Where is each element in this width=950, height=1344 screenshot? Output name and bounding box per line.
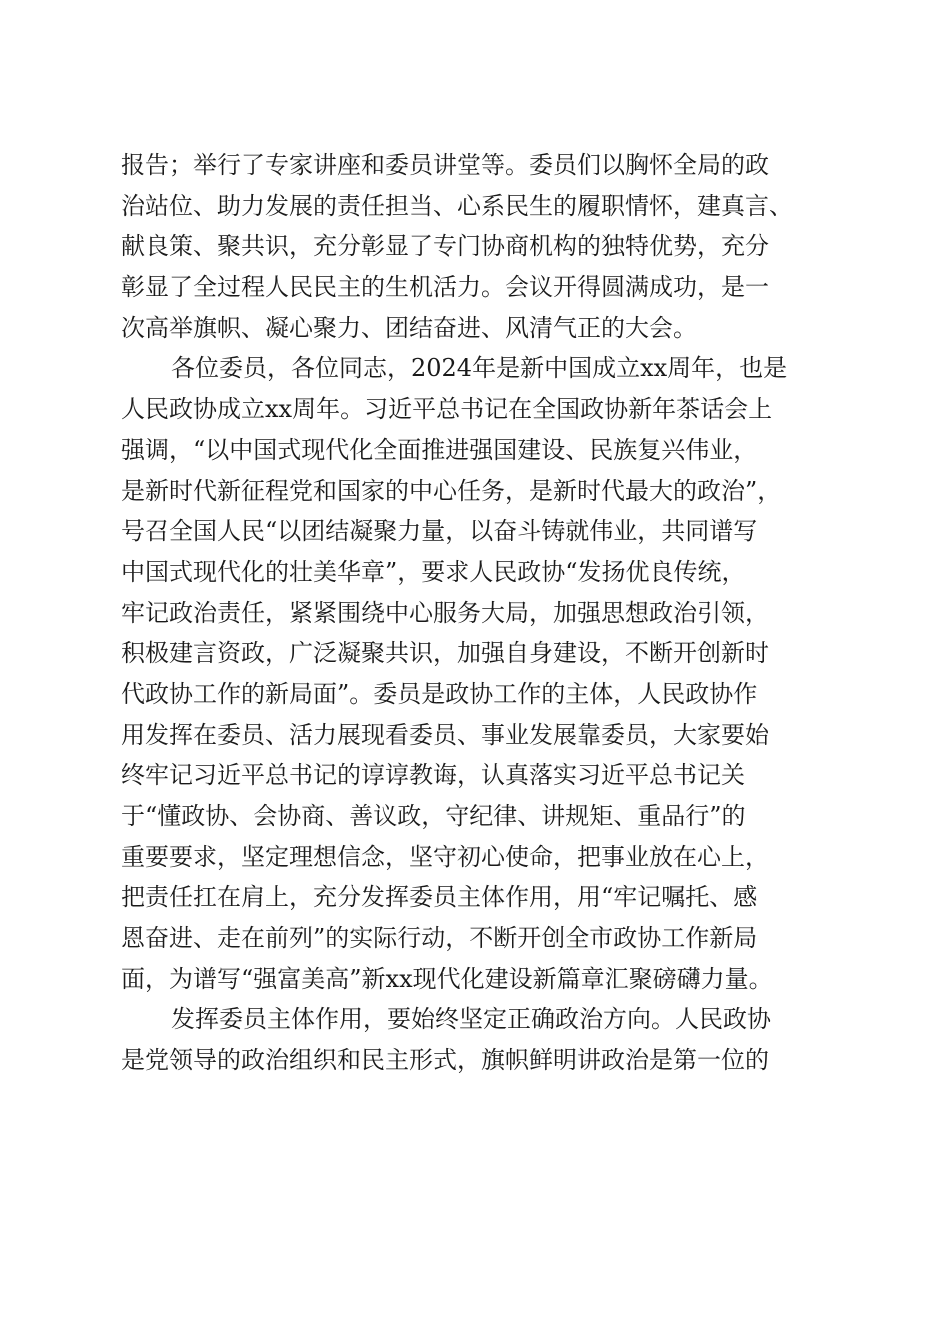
text-line: 恩奋进、走在前列”的实际行动，不断开创全市政协工作新局 bbox=[121, 924, 758, 953]
text-line: 发挥委员主体作用，要始终坚定正确政治方向。人民政协 bbox=[171, 1005, 771, 1034]
text-line: 是党领导的政治组织和民主形式，旗帜鲜明讲政治是第一位的 bbox=[121, 1046, 769, 1075]
paragraph-1 bbox=[121, 145, 841, 348]
text-line: 彰显了全过程人民民主的生机活力。会议开得圆满成功，是一 bbox=[121, 273, 769, 302]
text-line: 终牢记习近平总书记的谆谆教诲，认真落实习近平总书记关 bbox=[121, 761, 745, 790]
text-line: 献良策、聚共识，充分彰显了专门协商机构的独特优势，充分 bbox=[121, 232, 769, 261]
text-line: 报告；举行了专家讲座和委员讲堂等。委员们以胸怀全局的政 bbox=[121, 151, 769, 179]
text-line: 把责任扛在肩上，充分发挥委员主体作用，用“牢记嘱托、感 bbox=[121, 883, 758, 912]
text-line: 代政协工作的新局面”。委员是政协工作的主体，人民政协作 bbox=[121, 679, 758, 708]
text-line: 牢记政治责任，紧紧围绕中心服务大局，加强思想政治引领， bbox=[121, 598, 769, 627]
text-line: 人民政协成立xx周年。习近平总书记在全国政协新年茶话会上 bbox=[121, 395, 773, 424]
text-line: 重要要求，坚定理想信念，坚守初心使命，把事业放在心上， bbox=[121, 842, 769, 871]
text-line: 是新时代新征程党和国家的中心任务，是新时代最大的政治”， bbox=[121, 476, 782, 505]
text-line: 号召全国人民“以团结凝聚力量，以奋斗铸就伟业，共同谱写 bbox=[121, 517, 758, 546]
text-line: 强调，“以中国式现代化全面推进强国建设、民族复兴伟业， bbox=[121, 435, 758, 464]
paragraph-2 bbox=[121, 348, 841, 999]
text-line: 各位委员，各位同志，2024年是新中国成立xx周年，也是 bbox=[171, 354, 788, 383]
document-body bbox=[121, 145, 841, 1081]
text-line: 于“懂政协、会协商、善议政，守纪律、讲规矩、重品行”的 bbox=[121, 802, 746, 830]
text-line: 治站位、助力发展的责任担当、心系民生的履职情怀，建真言、 bbox=[121, 191, 793, 220]
text-line: 面，为谱写“强富美高”新xx现代化建设新篇章汇聚磅礴力量。 bbox=[121, 964, 773, 993]
text-line: 积极建言资政，广泛凝聚共识，加强自身建设，不断开创新时 bbox=[121, 639, 769, 668]
paragraph-3 bbox=[121, 999, 841, 1080]
text-line: 用发挥在委员、活力展现看委员、事业发展靠委员，大家要始 bbox=[121, 720, 769, 749]
text-line: 中国式现代化的壮美华章”，要求人民政协“发扬优良传统， bbox=[121, 557, 746, 586]
text-line: 次高举旗帜、凝心聚力、团结奋进、风清气正的大会。 bbox=[121, 313, 697, 342]
